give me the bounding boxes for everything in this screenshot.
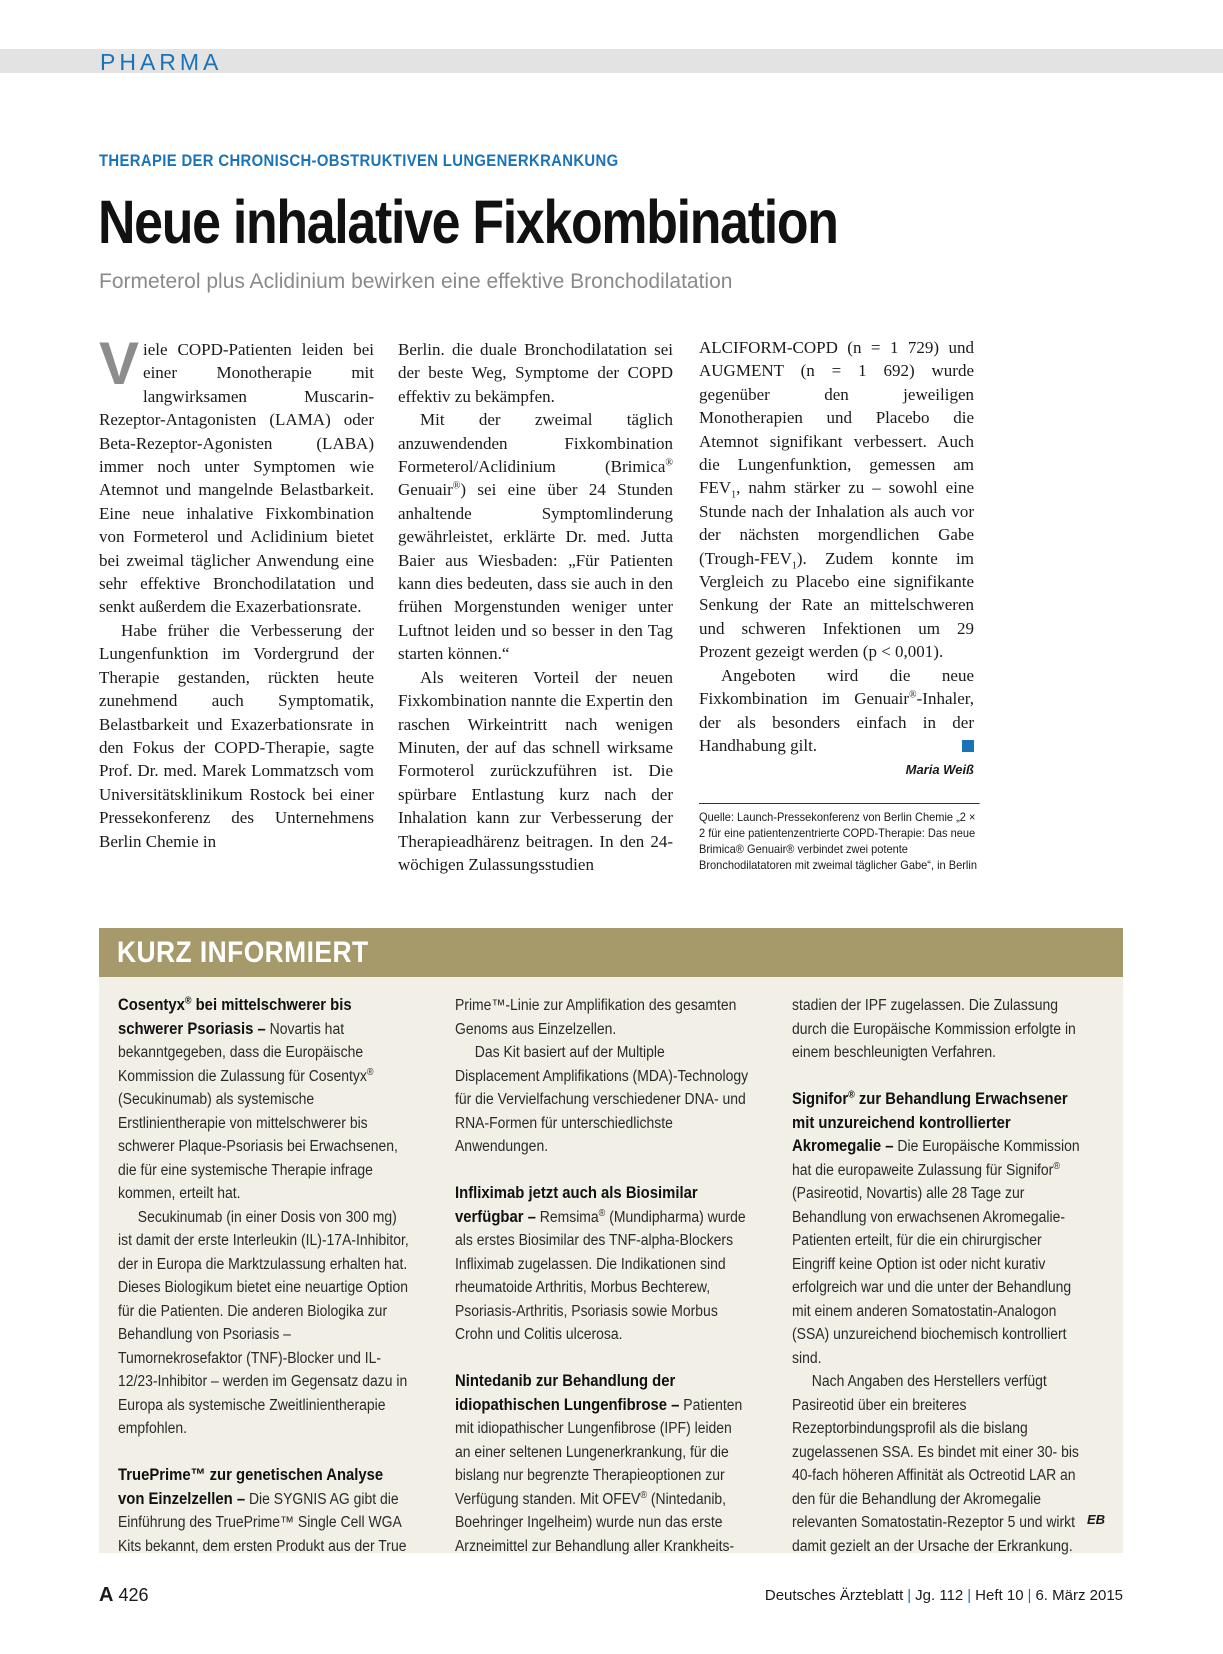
kurz-column-2: Prime™-Linie zur Amplifikation des gesamten Genoms aus Einzelzellen. Das Kit basiert auf der Multiple Displacement Amplifikations (MDA)-Technology für die Vervielfachung verschiedener DNA- und RNA-Formen für unterschiedlichste Anwendungen. Infliximab jetzt auch als Biosimilar verfügbar – Remsima® (Mundipharma) wurde als erstes Biosimilar des TNF-alpha-Blockers Infliximab zugelassen. Die Indikationen sind rheumatoide Arthritis, Morbus Bechterew, Psoriasis-Arthritis, Psoriasis sowie Morbus Crohn und Colitis ulcerosa. Nintedanib zur Behandlung der idiopathischen Lungenfibrose – Patienten mit idiopathischer Lungenfibrose (IPF) leiden an einer seltenen Lungenerkrankung, für die bislang nur begrenzte Therapieoptionen zur Verfügung standen. Mit OFEV® (Nintedanib, Boehringer Ingelheim) wurde nun das erste Arzneimittel zur Behandlung aller Krankheits-	[455, 997, 749, 1555]
page-prefix: A	[99, 1584, 114, 1606]
section-label: PHARMA	[100, 49, 223, 75]
journal-issue: Heft 10	[975, 1587, 1024, 1604]
article-author: Maria Weiß	[905, 762, 974, 777]
article-column-1: Viele COPD-Patienten leiden bei einer Monotherapie mit langwirksamen Muscarin-Rezeptor-Antagonisten (LAMA) oder Beta-Rezeptor-Agonisten (LABA) immer noch unter Symptomen wie Atemnot und mangelnde Belastbarkeit. Eine neue inhalative Fixkombination von Formeterol und Aclidinium bietet bei zweimal täglicher Anwendung eine sehr effektive Bronchodilatation und senkt außerdem die Exazerbationsrate. Habe früher die Verbesserung der Lungenfunktion im Vordergrund der Therapie gestanden, rückten heute zunehmend auch Symptomatik, Belastbarkeit und Exazerbationsrate in den Fokus der COPD-Therapie, sagte Prof. Dr. med. Marek Lommatzsch vom Universitätsklinikum Rostock bei einer Pressekonferenz des Unternehmens Berlin Chemie in	[99, 330, 374, 851]
journal-date: 6. März 2015	[1035, 1587, 1123, 1604]
article-column-2: Berlin. die duale Bronchodilatation sei der beste Weg, Symptome der COPD effektiv zu bekämpfen. Mit der zweimal täglich anzuwendenden Fixkombination Formeterol/Aclidinium (Brimica® Genuair®) sei eine über 24 Stunden anhaltende Symptomlinderung gewährleistet, erklärte Dr. med. Jutta Baier aus Wiesbaden: „Für Patienten kann dies bedeuten, dass sie auch in den frühen Morgenstunden weniger unter Luftnot leiden und so besser in den Tag starten können.“ Als weiteren Vorteil der neuen Fixkombination nannte die Expertin den raschen Wirkeintritt nach wenigen Minuten, der auf das schnell wirksame Formoterol zurückzuführen ist. Die spürbare Entlastung kurz nach der Inhalation kann zur Verbesserung der Therapieadhärenz beitragen. In den 24-wöchigen Zulassungsstudien	[398, 340, 673, 874]
kurz-column-3: stadien der IPF zugelassen. Die Zulassung durch die Europäische Kommission erfolgte in einem beschleunigten Verfahren. Signifor® zur Behandlung Erwachsener mit unzureichend kontrollierter Akromegalie – Die Europäische Kommission hat die europaweite Zulassung für Signifor® (Pasireotid, Novartis) alle 28 Tage zur Behandlung von erwachsenen Akromegalie-Patienten erteilt, für die ein chirurgischer Eingriff keine Option ist oder nicht kurativ erfolgreich war und die unter der Behandlung mit einem anderen Somatostatin-Analogon (SSA) unzureichend biochemisch kontrolliert sind. Nach Angaben des Herstellers verfügt Pasireotid über ein breiteres Rezeptorbindungsprofil als die bislang zugelassenen SSA. Es bindet mit einer 30- bis 40-fach höheren Affinität als Octreotid LAR an den für die Behandlung der Akromegalie relevanten Somatostatin-Rezeptor 5 und wirkt damit gezielt an der Ursache der Erkrankung.	[792, 997, 1080, 1555]
journal-name: Deutsches Ärzteblatt	[764, 1587, 904, 1604]
article-column-3: ALCIFORM-COPD (n = 1 729) und AUGMENT (n = 1 692) wurde gegenüber den jeweiligen Monotherapien und Placebo die Atemnot signifikant verbessert. Auch die Lungenfunktion, gemessen am $FEV_1$, nahm stärker zu – sowohl eine Stunde nach der Inhalation als auch vor der nächsten morgendlichen Gabe $(Trough-FEV_1)$. Zudem konnte im Vergleich zu Placebo eine signifikante Senkung der Rate an mittelschweren und schweren Infektionen um 29 Prozent gezeigt werden (p < 0,001). Angeboten wird die neue Fixkombination im Genuair®-Inhaler, der als besonders einfach in der Handhabung gilt.	[699, 338, 974, 755]
article-kicker: THERAPIE DER CHRONISCH-OBSTRUKTIVEN LUNGENERKRANKUNG	[99, 152, 619, 170]
article-subline: Formeterol plus Aclidinium bewirken eine effektive Bronchodilatation	[99, 270, 733, 293]
kurz-informiert-header	[99, 928, 1123, 977]
drop-cap: V	[99, 330, 140, 397]
article-source-note: Quelle: Launch-Pressekonferenz von Berlin Chemie „2 × 2 für eine patientenzentrierte COPD-Therapie: Das neue Brimica® Genuair® verbindet zwei potente Bronchodilatatoren mit zweimal täglicher Gabe“, in Berlin	[699, 803, 980, 873]
journal-volume: Jg. 112	[915, 1587, 964, 1604]
kurz-informiert-title: KURZ INFORMIERT	[117, 936, 369, 969]
page-number	[99, 1584, 149, 1607]
kurz-column-1: Cosentyx® bei mittelschwerer bis schwerer Psoriasis – Novartis hat bekanntgegeben, dass die Europäische Kommission die Zulassung für Cosentyx® (Secukinumab) als systemische Erstlinientherapie von mittelschwerer bis schwerer Plaque-Psoriasis bei Erwachsenen, die für eine systemische Therapie infrage kommen, erteilt hat. Secukinumab (in einer Dosis von 300 mg) ist damit der erste Interleukin (IL)-17A-Inhibitor, der in Europa die Marktzulassung erhalten hat. Dieses Biologikum bietet eine neuartige Option für die Patienten. Die anderen Biologika zur Behandlung von Psoriasis – Tumornekrosefaktor (TNF)-Blocker und IL-12/23-Inhibitor – werden im Gegensatz dazu in Europa als systemische Zweitlinientherapie empfohlen. TruePrime™ zur genetischen Analyse von Einzelzellen – Die SYGNIS AG gibt die Einführung des TruePrime™ Single Cell WGA Kits bekannt, dem ersten Produkt aus der True	[118, 995, 409, 1555]
kurz-signature: EB	[1086, 1512, 1105, 1527]
kurz-informiert-box	[99, 928, 1123, 1553]
end-mark-square	[962, 740, 974, 752]
page-number-value: 426	[118, 1585, 149, 1605]
article-headline: Neue inhalative Fixkombination	[98, 188, 838, 256]
journal-footer: Deutsches Ärzteblatt | Jg. 112 | Heft 10 | 6. März 2015	[764, 1587, 1123, 1604]
